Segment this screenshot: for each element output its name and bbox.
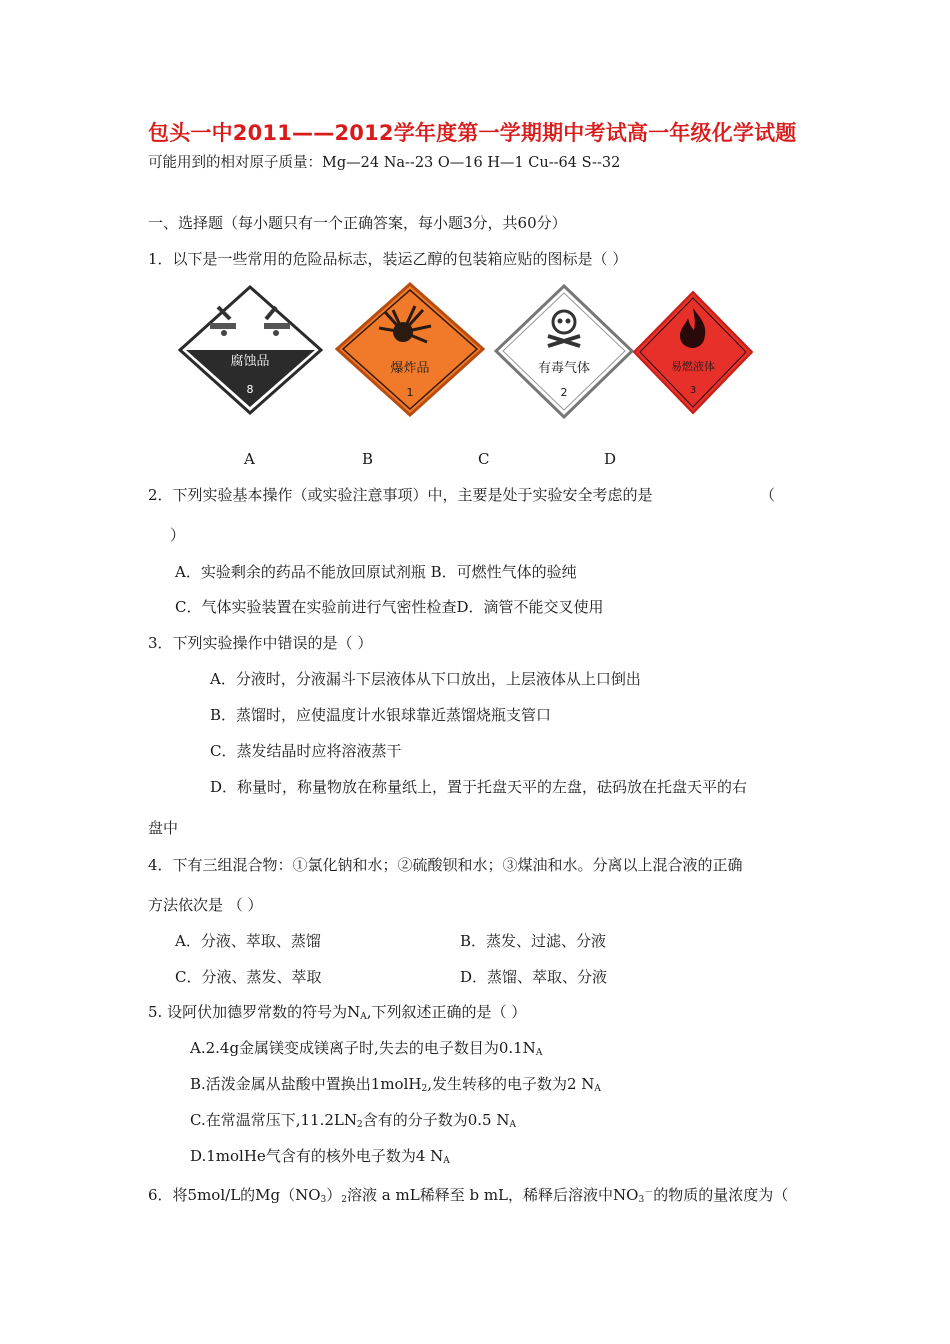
flammable-liquid-label: 易燃液体 (671, 360, 715, 373)
toxic-gas-number: 2 (560, 386, 568, 399)
toxic-gas-sign (494, 284, 634, 419)
corrosive-sign (178, 285, 323, 415)
q4-option-d: D．蒸馏、萃取、分液 (460, 968, 608, 986)
q5-option-c: C.在常温常压下$,11.2LN_2$含有的分子数为0.5 $N_A$ (190, 1111, 516, 1130)
q4-stem: 4．下有三组混合物：①氯化钠和水；②硫酸钡和水；③煤油和水。分离以上混合液的正确 (148, 856, 743, 874)
q1-stem: 1．以下是一些常用的危险品标志，装运乙醇的包装箱应贴的图标是（ ） (148, 250, 628, 268)
q6-stem: 6．将5mol/L的$Mg(NO_3)_2$溶液 a mL稀释至 b mL，稀释后溶液中$NO_3^-$的物质的量浓度为（ (148, 1186, 789, 1205)
q1-option-c-letter: C (478, 450, 490, 468)
explosive-label: 爆炸品 (390, 361, 430, 376)
q5-option-b: B.活泼金属从盐酸中置换出1molH$_2$,发生转移的电子数为2 $N_A$ (190, 1075, 601, 1094)
q4-option-c: C．分液、蒸发、萃取 (175, 968, 322, 986)
flammable-liquid-sign (632, 290, 754, 415)
q4-option-b: B．蒸发、过滤、分液 (460, 932, 607, 950)
q1-option-b-letter: B (362, 450, 374, 468)
explosive-sign (335, 282, 485, 417)
q1-option-d-letter: D (604, 450, 617, 468)
explosive-number: 1 (406, 386, 414, 399)
q4-option-a: A．分液、萃取、蒸馏 (175, 932, 321, 950)
q5-option-d: D.1molHe气含有的核外电子数为4 $N_A$ (190, 1147, 450, 1166)
q3-option-a: A．分液时，分液漏斗下层液体从下口放出，上层液体从上口倒出 (210, 670, 641, 688)
q3-stem: 3．下列实验操作中错误的是（ ） (148, 634, 373, 652)
atomic-masses: 可能用到的相对原子质量：Mg—24 Na--23 O—16 H—1 Cu--64 S--32 (148, 155, 621, 171)
q1-option-a-letter: A (244, 450, 255, 468)
q2-stem: 2．下列实验基本操作（或实验注意事项）中，主要是处于实验安全考虑的是 (148, 486, 653, 504)
q2-paren-close: ） (170, 526, 186, 544)
q2-options-ab: A．实验剩余的药品不能放回原试剂瓶 B．可燃性气体的验纯 (175, 563, 577, 581)
toxic-gas-label: 有毒气体 (537, 361, 591, 376)
q4-stem-cont: 方法依次是 （ ） (148, 896, 263, 914)
page-title: 包头一中2011——2012学年度第一学期期中考试高一年级化学试题 (148, 121, 797, 145)
q5-stem: 5. 设阿伏加德罗常数的符号为$N_A$,下列叙述正确的是（ ） (148, 1003, 527, 1022)
q2-options-cd: C．气体实验装置在实验前进行气密性检查D．滴管不能交叉使用 (175, 598, 604, 616)
q2-paren-open: （ (760, 486, 776, 504)
corrosive-label: 腐蚀品 (230, 354, 270, 369)
q3-option-d-cont: 盘中 (148, 819, 179, 837)
q3-option-c: C．蒸发结晶时应将溶液蒸干 (210, 742, 402, 760)
q5-option-a: A.2.4g金属镁变成镁离子时,失去的电子数目为$0.1N_A$ (190, 1039, 543, 1058)
section-heading: 一、选择题（每小题只有一个正确答案，每小题3分，共60分） (148, 214, 567, 232)
flammable-liquid-number: 3 (689, 385, 697, 396)
corrosive-number: 8 (246, 383, 254, 396)
q3-option-d: D．称量时，称量物放在称量纸上，置于托盘天平的左盘，砝码放在托盘天平的右 (210, 778, 748, 796)
q3-option-b: B．蒸馏时，应使温度计水银球靠近蒸馏烧瓶支管口 (210, 706, 552, 724)
